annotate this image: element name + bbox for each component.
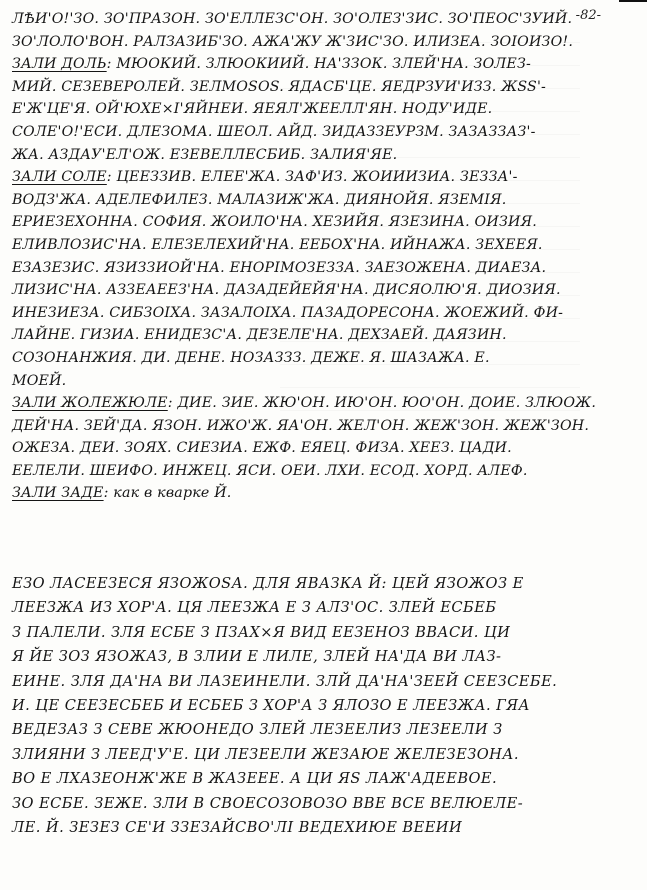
text-line: ЕРИЕЗЕХОННА. СОФИЯ. ЖОИЛО'НА. ХЕЗИЙЯ. ЯЗЕЗИНА. ОИЗИЯ.	[12, 214, 537, 231]
text-line: ЛИЗИС'НА. АЗЗЕАЕЕЗ'НА. ДАЗАДЕЙЕЙЯ'НА. ДИСЯОЛЮ'Я. ДИОЗИЯ.	[12, 282, 561, 299]
text-line: ЕЕЛЕЛИ. ШЕИФО. ИНЖЕЦ. ЯСИ. ОЕИ. ЛХИ. ЕСОД. ХОРД. АЛЕФ.	[12, 462, 528, 479]
text-line: ЖА. АЗДАУ'ЕЛ'ОЖ. ЕЗЕВЕЛЛЕСБИБ. ЗАЛИЯ'ЯЕ.	[12, 146, 398, 163]
section-heading: ЗАЛИ СОЛЕ	[12, 169, 107, 186]
text-line: ЗАЛИ ЗАДЕ: как в кварке Й.	[12, 485, 232, 502]
section-heading: ЗАЛИ ЗАДЕ	[12, 485, 104, 502]
text-line: Я ЙЕ ЗОЗ ЯЗОЖАЗ, В ЗЛИИ Е ЛИЛЕ, ЗЛЕЙ НА'ДА ВИ ЛАЗ-	[12, 648, 502, 666]
text-line: ВЕДЕЗАЗ З СЕВЕ ЖЮОНЕДО ЗЛЕЙ ЛЕЗЕЕЛИЗ ЛЕЗЕЕЛИ З	[12, 721, 503, 739]
text-line: ЗАЛИ СОЛЕ: ЦЕЕЗЗИВ. ЕЛЕЕ'ЖА. ЗАФ'ИЗ. ЖОИИИЗИА. ЗЕЗЗА'-	[12, 169, 518, 186]
text-line: ЕЗО ЛАСЕЕЗЕСЯ ЯЗОЖОSА. ДЛЯ ЯВАЗКА Й: ЦЕЙ ЯЗОЖОЗ Е	[12, 575, 524, 592]
text-line: И. ЦЕ СЕЕЗЕСБЕБ И ЕСБЕБ З ХОР'А З ЯЛОЗО Е ЛЕЕЗЖА. ГЯА	[12, 696, 530, 714]
text-line: ИНЕЗИЕЗА. СИБЗОIХА. ЗАЗАЛОIХА. ПАЗАДОРЕСОНА. ЖОЕЖИЙ. ФИ-	[12, 304, 564, 321]
page-number: -82-	[575, 8, 601, 23]
page-edge-mark	[619, 0, 647, 2]
text-line: ЛЕЕЗЖА ИЗ ХОР'А. ЦЯ ЛЕЕЗЖА Е З АЛЗ'ОС. ЗЛЕЙ ЕСБЕБ	[12, 599, 497, 617]
text-line: ЗЛИЯНИ З ЛЕЕД'У'Е. ЦИ ЛЕЗЕЕЛИ ЖЕЗАЮЕ ЖЕЛЕЗЕЗОНА.	[12, 745, 519, 763]
text-line: ЛАЙНЕ. ГИЗИА. ЕНИДЕЗС'А. ДЕЗЕЛЕ'НА. ДЕХЗАЕЙ. ДАЯЗИН.	[12, 327, 507, 344]
text-line: ВОДЗ'ЖА. АДЕЛЕФИЛЕЗ. МАЛАЗИЖ'ЖА. ДИЯНОЙЯ. ЯЗЕМIЯ.	[12, 191, 507, 208]
text-line: ЗАЛИ ДОЛЬ: МЮОКИЙ. ЗЛЮОКИИЙ. НА'ЗЗОК. ЗЛЕЙ'НА. ЗОЛЕЗ-	[12, 56, 532, 73]
text-line: МОЕЙ.	[12, 372, 67, 389]
paragraph-2	[12, 572, 612, 840]
text-line: ЗАЛИ ЖОЛЕЖЮЛЕ: ДИЕ. ЗИЕ. ЖЮ'ОН. ИЮ'ОН. ЮО'ОН. ДОИЕ. ЗЛЮОЖ.	[12, 395, 597, 412]
text-line: ДЕЙ'НА. ЗЕЙ'ДА. ЯЗОН. ИЖО'Ж. ЯА'ОН. ЖЕЛ'ОН. ЖЕЖ'ЗОН. ЖЕЖ'ЗОН.	[12, 417, 590, 434]
text-line: МИЙ. СЕЗЕВЕРОЛЕЙ. ЗЕЛМОSOS. ЯДАСБ'ЦЕ. ЯЕДРЗУИ'ИЗЗ. ЖSS'-	[12, 78, 547, 95]
text-line: ВО Е ЛХАЗЕОНЖ'ЖЕ В ЖАЗЕЕЕ. А ЦИ ЯS ЛАЖ'АДЕЕВОЕ.	[12, 770, 498, 788]
section-heading: ЗАЛИ ДОЛЬ	[12, 56, 107, 73]
text-line: ЕЗАЗЕЗИС. ЯЗИЗЗИОЙ'НА. ЕНОРIМОЗЕЗЗА. ЗАЕЗОЖЕНА. ДИАЕЗА.	[12, 259, 547, 276]
section-heading: ЗАЛИ ЖОЛЕЖЮЛЕ	[12, 395, 168, 412]
text-line: ОЖЕЗА. ДЕИ. ЗОЯХ. СИЕЗИА. ЕЖФ. ЕЯЕЦ. ФИЗА. ХЕЕЗ. ЦАДИ.	[12, 440, 512, 457]
text-line: ЛЕ. Й. ЗЕЗЕЗ СЕ'И ЗЗЕЗАЙСВО'ЛI ВЕДЕХИЮЕ ВЕЕИИ	[12, 818, 463, 836]
text-line: ЕЛИВЛОЗИС'НА. ЕЛЕЗЕЛЕХИЙ'НА. ЕЕБОХ'НА. ИЙНАЖА. ЗЕХЕЕЯ.	[12, 236, 543, 253]
paragraph-1	[12, 8, 612, 505]
text-line: ЛѢИ'О!'ЗО. ЗО'ПРАЗОН. ЗО'ЕЛЛЕЗС'ОН. ЗО'ОЛЕЗ'ЗИС. ЗО'ПЕОС'ЗУИЙ.	[12, 11, 573, 27]
text-line: Е'Ж'ЦЕ'Я. ОЙ'ЮХЕ×I'ЯЙНЕИ. ЯЕЯЛ'ЖЕЕЛЛ'ЯН. НОДУ'ИДЕ.	[12, 101, 493, 118]
text-line: ЗО'ЛОЛО'ВОН. РАЛЗАЗИБ'ЗО. АЖА'ЖУ Ж'ЗИС'ЗО. ИЛИЗЕА. ЗОIОИЗО!.	[12, 33, 574, 50]
text-line: ЗО ЕСБЕ. ЗЕЖЕ. ЗЛИ В СВОЕСОЗОВОЗО ВВЕ ВСЕ ВЕЛЮЕЛЕ-	[12, 794, 524, 812]
text-line: СОЛЕ'О!'ЕСИ. ДЛЕЗОМА. ШЕОЛ. АЙД. ЗИДАЗЗЕУРЗМ. ЗАЗАЗЗАЗ'-	[12, 123, 536, 140]
text-line: СОЗОНАНЖИЯ. ДИ. ДЕНЕ. НОЗАЗЗЗ. ДЕЖЕ. Я. ШАЗАЖА. Е.	[12, 349, 490, 366]
text-line: З ПАЛЕЛИ. ЗЛЯ ЕСБЕ З ПЗАХ×Я ВИД ЕЕЗЕНОЗ ВВАСИ. ЦИ	[12, 623, 511, 641]
text-line: ЕИНЕ. ЗЛЯ ДА'НА ВИ ЛАЗЕИНЕЛИ. ЗЛЙ ДА'НА'ЗЕЕЙ СЕЕЗСЕБЕ.	[12, 672, 558, 690]
